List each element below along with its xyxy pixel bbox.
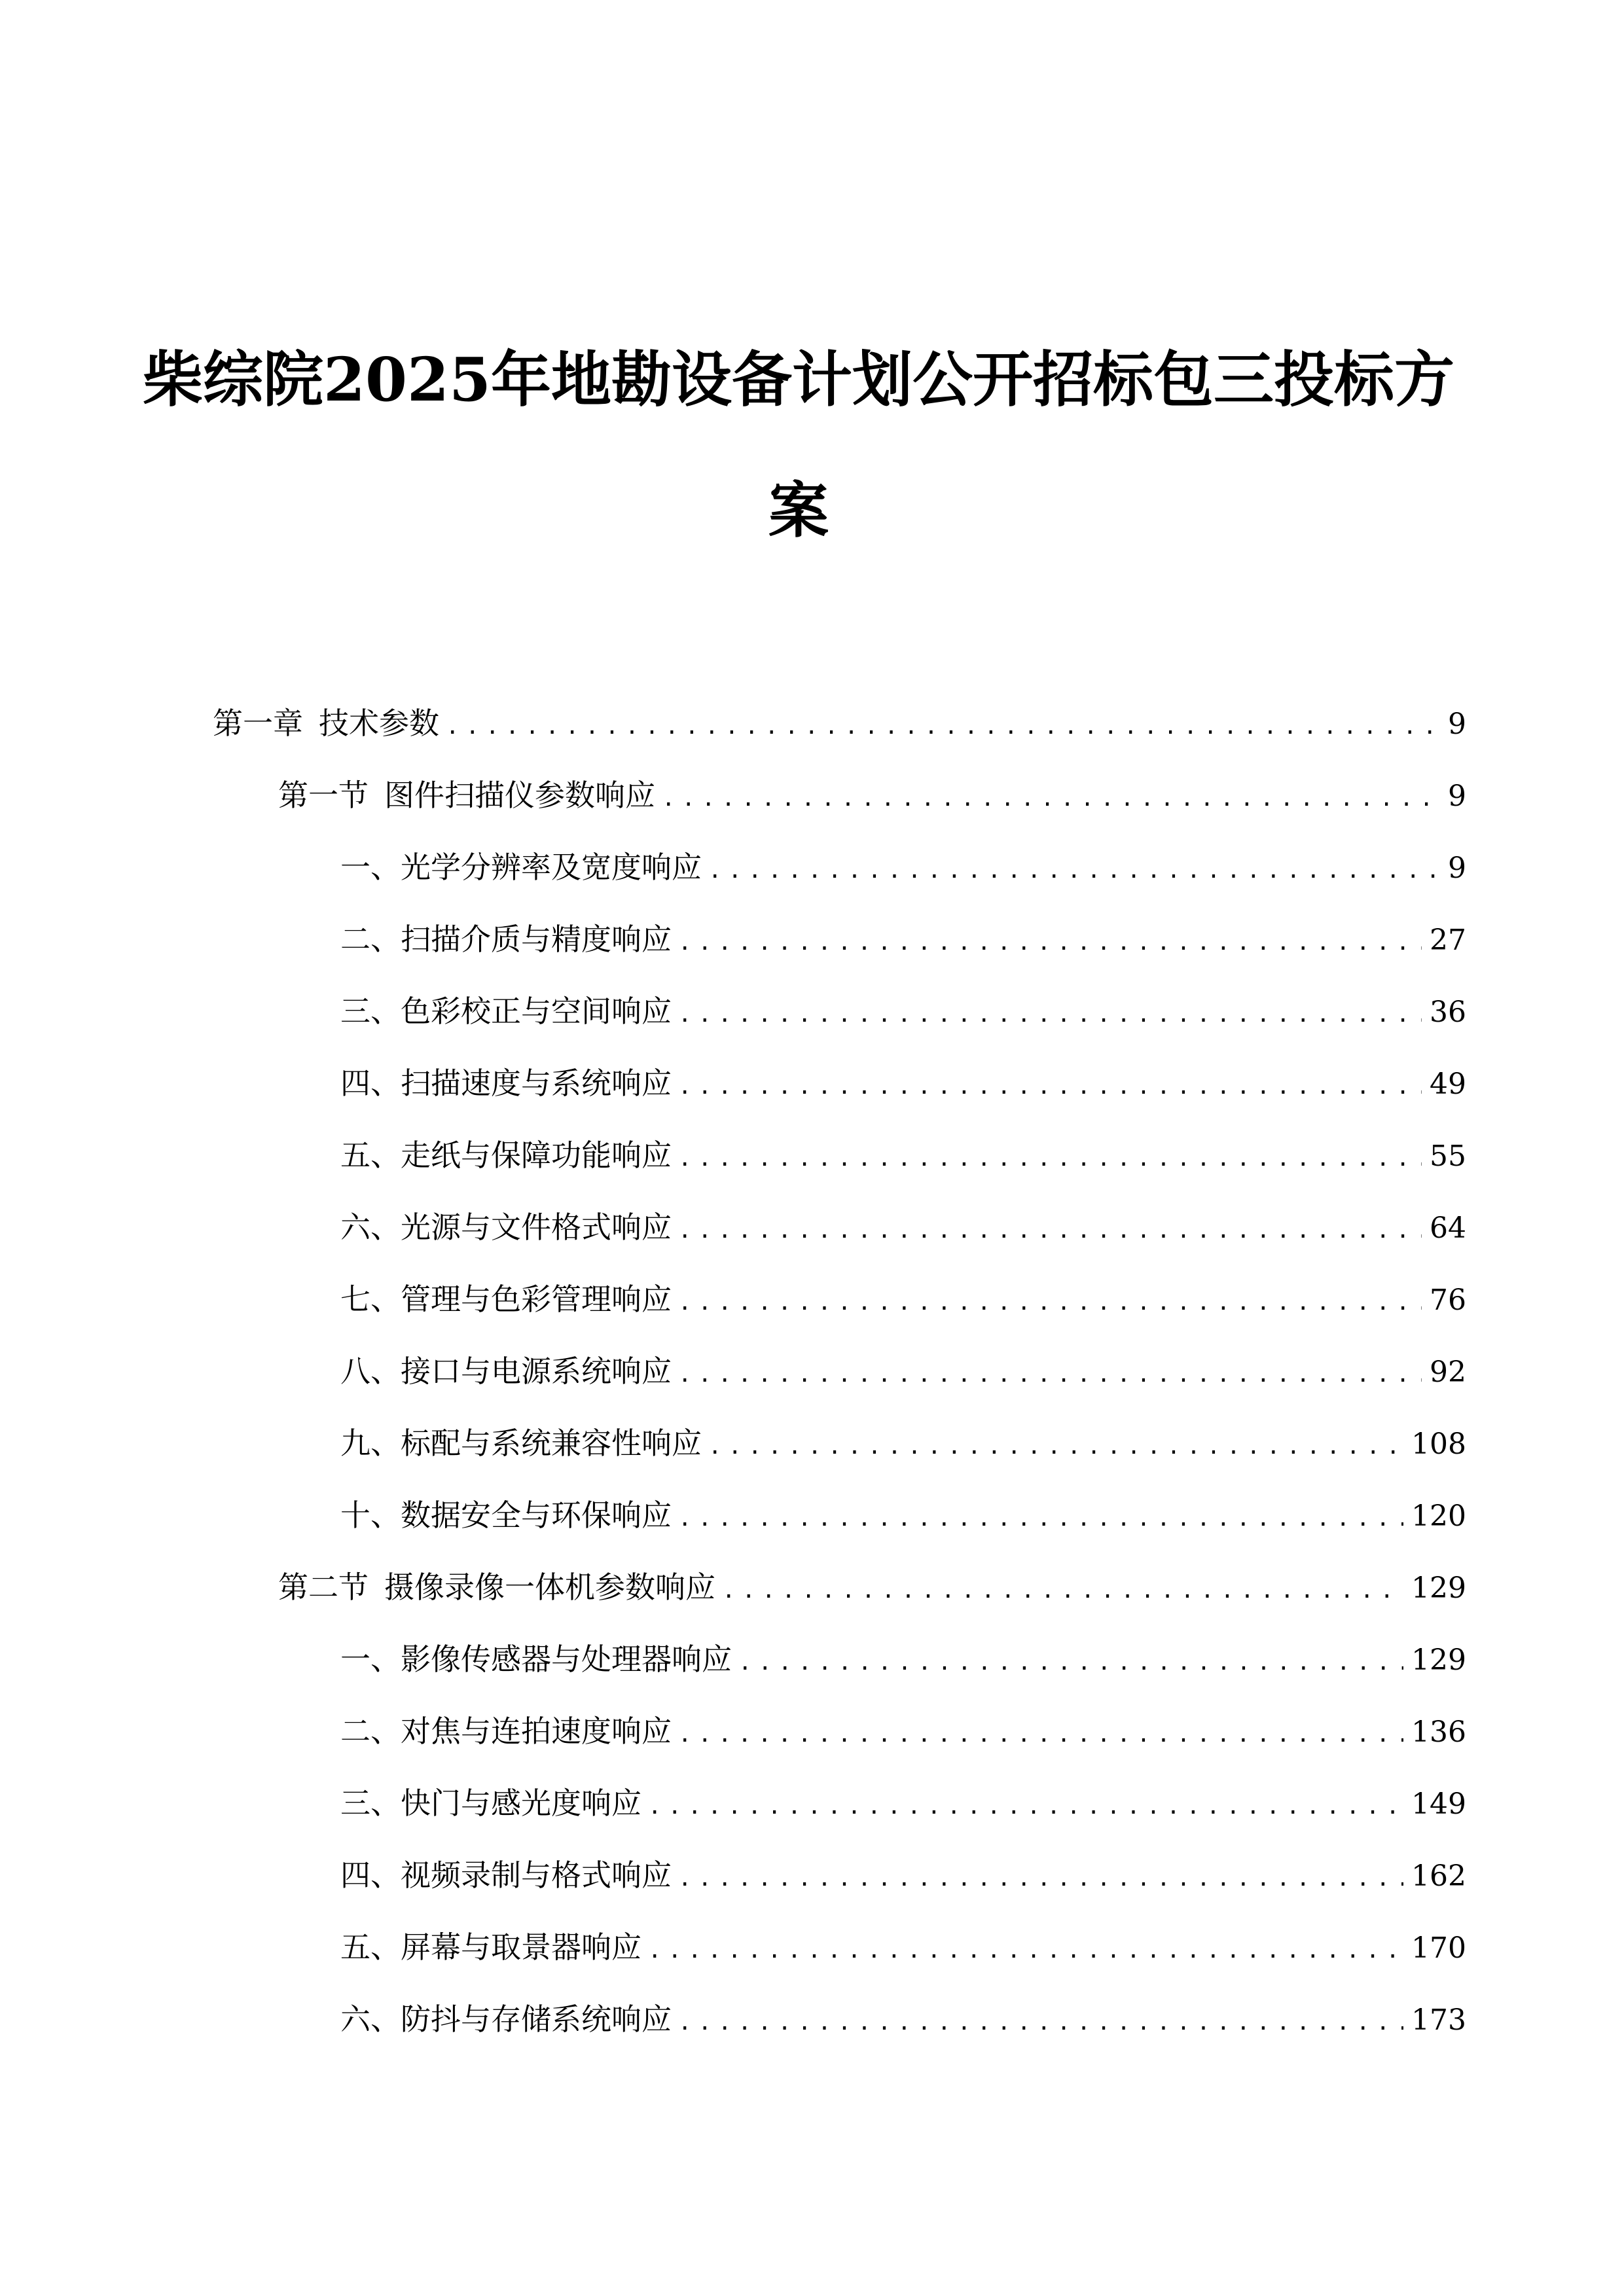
- toc-entry-number: 八、: [340, 1354, 401, 1389]
- toc-entry-page-number: 92: [1430, 1355, 1466, 1389]
- toc-dot-leader: [678, 1993, 1403, 2052]
- toc-entry-number: 第二节: [278, 1570, 369, 1605]
- toc-entry-number: 十、: [340, 1498, 401, 1533]
- page-title: 柴综院2025年地勘设备计划公开招标包三投标方案: [142, 344, 1455, 546]
- toc-entry-title: 接口与电源系统响应: [401, 1354, 672, 1389]
- toc-entry-number: 第一章: [213, 706, 303, 741]
- toc-entry-number: 第一节: [278, 778, 369, 813]
- toc-entry-page-number: 149: [1411, 1787, 1466, 1821]
- toc-entry-page-number: 136: [1411, 1715, 1466, 1749]
- toc-dot-leader: [678, 1849, 1403, 1908]
- toc-entry-number: 六、: [340, 1210, 401, 1245]
- toc-dot-leader: [678, 1129, 1422, 1188]
- toc-entry-page-number: 129: [1411, 1643, 1466, 1677]
- toc-entry-page-number: 9: [1448, 780, 1466, 813]
- toc-entry-title: 标配与系统兼容性响应: [401, 1426, 702, 1461]
- toc-entry-title: 扫描速度与系统响应: [401, 1066, 672, 1101]
- toc-entry-title: 屏幕与取景器响应: [401, 1929, 641, 1965]
- toc-entry-number: 一、: [340, 1641, 401, 1677]
- toc-entry-page-number: 9: [1448, 852, 1466, 885]
- toc-entry[interactable]: [340, 982, 1466, 1041]
- toc-entry-title: 摄像录像一体机参数响应: [384, 1570, 715, 1605]
- toc-entry-title: 防抖与存储系统响应: [401, 2001, 672, 2037]
- toc-dot-leader: [678, 913, 1422, 972]
- toc-entry-title: 图件扫描仪参数响应: [384, 778, 655, 813]
- toc-entry-title: 光学分辨率及宽度响应: [401, 850, 702, 885]
- toc-entry[interactable]: [340, 1054, 1466, 1113]
- toc-entry-number: 六、: [340, 2001, 401, 2037]
- toc-entry[interactable]: [340, 838, 1466, 897]
- toc-entry-page-number: 55: [1430, 1139, 1466, 1173]
- toc-entry-page-number: 64: [1430, 1211, 1466, 1245]
- toc-dot-leader: [678, 1705, 1403, 1764]
- toc-entry-title: 视频录制与格式响应: [401, 1857, 672, 1893]
- toc-entry-page-number: 120: [1411, 1499, 1466, 1533]
- toc-entry[interactable]: [340, 1270, 1466, 1329]
- toc-dot-leader: [708, 841, 1440, 900]
- toc-dot-leader: [678, 985, 1422, 1044]
- toc-entry-page-number: 27: [1430, 924, 1466, 957]
- toc-dot-leader: [722, 1561, 1403, 1620]
- toc-entry-number: 五、: [340, 1138, 401, 1173]
- toc-entry-number: 二、: [340, 1713, 401, 1749]
- toc-entry-page-number: 9: [1448, 708, 1466, 741]
- toc-dot-leader: [708, 1417, 1403, 1476]
- toc-entry-number: 三、: [340, 1785, 401, 1821]
- toc-entry-title: 快门与感光度响应: [401, 1785, 641, 1821]
- toc-entry[interactable]: [340, 1918, 1466, 1977]
- toc-entry-number: 四、: [340, 1066, 401, 1101]
- toc-entry-number: 九、: [340, 1426, 401, 1461]
- toc-entry-number: 三、: [340, 994, 401, 1029]
- toc-entry[interactable]: [340, 1342, 1466, 1401]
- toc-entry-title: 对焦与连拍速度响应: [401, 1713, 672, 1749]
- toc-entry[interactable]: [340, 1990, 1466, 2049]
- toc-dot-leader: [738, 1633, 1403, 1692]
- toc-entry[interactable]: [340, 1702, 1466, 1761]
- toc-entry-page-number: 36: [1430, 996, 1466, 1029]
- toc-entry-number: 一、: [340, 850, 401, 885]
- toc-dot-leader: [678, 1345, 1422, 1404]
- toc-dot-leader: [678, 1201, 1422, 1260]
- toc-entry-page-number: 108: [1411, 1427, 1466, 1461]
- toc-dot-leader: [678, 1057, 1422, 1116]
- toc-entry[interactable]: [340, 1774, 1466, 1833]
- toc-dot-leader: [662, 769, 1440, 828]
- toc-entry-number: 七、: [340, 1282, 401, 1317]
- toc-entry-page-number: 49: [1430, 1067, 1466, 1101]
- toc-entry-page-number: 173: [1411, 2003, 1466, 2037]
- toc-entry[interactable]: [278, 766, 1466, 825]
- toc-entry[interactable]: [340, 1126, 1466, 1185]
- toc-entry-number: 四、: [340, 1857, 401, 1893]
- toc-entry[interactable]: [340, 910, 1466, 969]
- toc-entry-page-number: 162: [1411, 1859, 1466, 1893]
- toc-entry[interactable]: [278, 1558, 1466, 1617]
- toc-entry-title: 管理与色彩管理响应: [401, 1282, 672, 1317]
- toc-dot-leader: [678, 1489, 1403, 1548]
- toc-entry-title: 走纸与保障功能响应: [401, 1138, 672, 1173]
- toc-entry-number: 二、: [340, 922, 401, 957]
- toc-entry[interactable]: [340, 1846, 1466, 1905]
- toc-entry-title: 技术参数: [319, 706, 439, 741]
- toc-entry-page-number: 129: [1411, 1571, 1466, 1605]
- toc-entry[interactable]: [340, 1486, 1466, 1545]
- toc-dot-leader: [678, 1273, 1422, 1332]
- toc-entry[interactable]: [213, 694, 1466, 753]
- toc-dot-leader: [648, 1777, 1403, 1836]
- toc-entry-page-number: 76: [1430, 1283, 1466, 1317]
- toc-entry-title: 色彩校正与空间响应: [401, 994, 672, 1029]
- toc-entry-title: 光源与文件格式响应: [401, 1210, 672, 1245]
- toc-entry[interactable]: [340, 1630, 1466, 1689]
- toc-entry-title: 扫描介质与精度响应: [401, 922, 672, 957]
- toc-dot-leader: [446, 697, 1440, 756]
- toc-entry-title: 数据安全与环保响应: [401, 1498, 672, 1533]
- toc-entry[interactable]: [340, 1198, 1466, 1257]
- toc-entry-page-number: 170: [1411, 1931, 1466, 1965]
- toc-dot-leader: [648, 1921, 1403, 1980]
- toc-entry-title: 影像传感器与处理器响应: [401, 1641, 732, 1677]
- toc-entry[interactable]: [340, 1414, 1466, 1473]
- toc-entry-number: 五、: [340, 1929, 401, 1965]
